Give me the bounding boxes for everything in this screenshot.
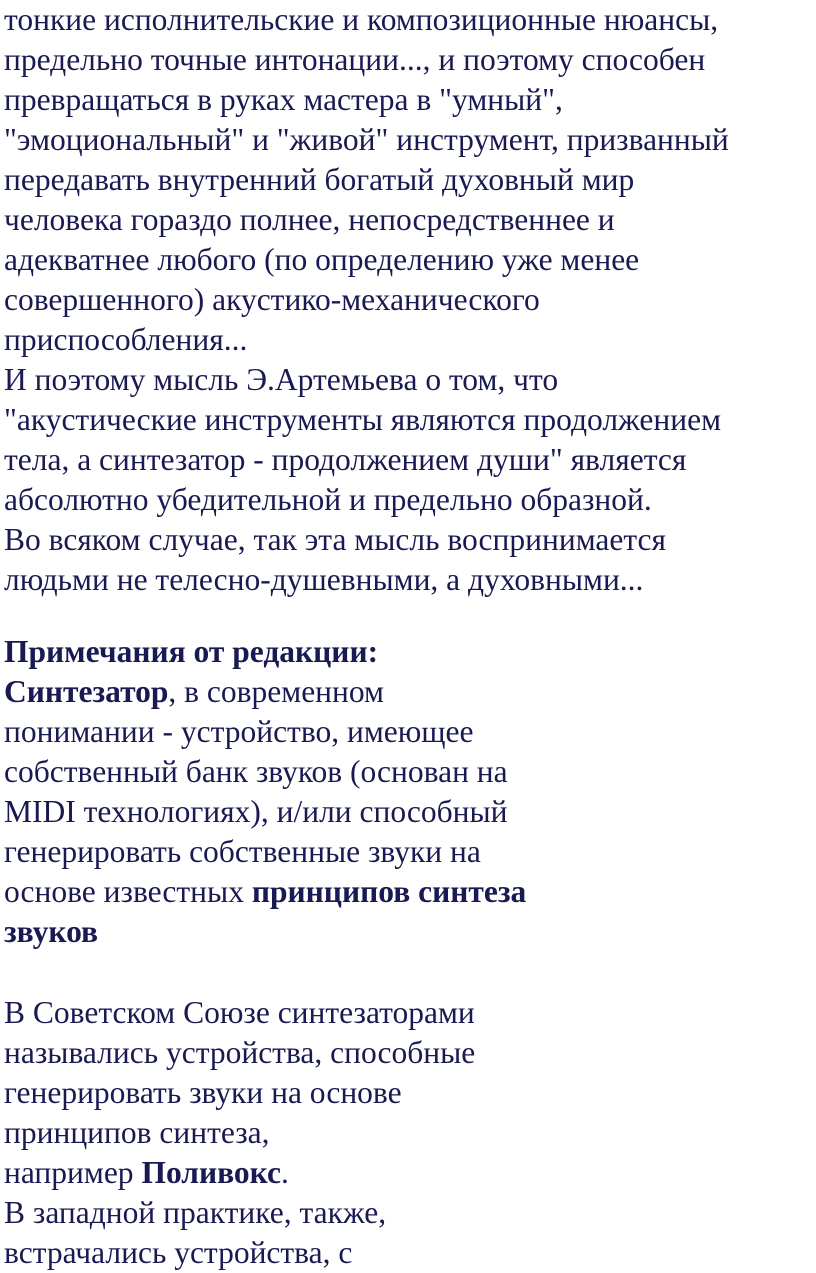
text-line: передавать внутренний богатый духовный мир xyxy=(4,162,635,197)
paragraph-spacer xyxy=(4,952,812,993)
synthesis-principles-term: принципов синтеза xyxy=(251,874,527,909)
text-line: тела, а синтезатор - продолжением души" является xyxy=(4,442,687,477)
text-line: людьми не телесно-душевными, а духовными... xyxy=(4,562,644,597)
section-spacer xyxy=(4,600,812,632)
term-line xyxy=(4,672,812,712)
definition-line: MIDI технологиях), и/или способный xyxy=(4,794,508,829)
main-paragraph xyxy=(4,0,812,600)
basis-prefix: основе известных xyxy=(4,874,252,909)
text-line: адекватнее любого (по определению уже менее xyxy=(4,242,640,277)
soviet-line: В Советском Союзе синтезаторами xyxy=(4,995,475,1030)
soviet-line: принципов синтеза, xyxy=(4,1115,270,1150)
sounds-term: звуков xyxy=(4,914,99,949)
polivoks-term: Поливокс xyxy=(141,1155,281,1190)
text-line: приспособления... xyxy=(4,322,248,357)
text-line: И поэтому мысль Э.Артемьева о том, что xyxy=(4,362,559,397)
example-line xyxy=(4,1153,812,1193)
definition-line: понимании - устройство, имеющее xyxy=(4,714,474,749)
editorial-notes xyxy=(4,632,812,1273)
text-line: Во всяком случае, так эта мысль воспринимается xyxy=(4,522,666,557)
document-page xyxy=(4,0,812,1273)
text-line: предельно точные интонации..., и поэтому способен xyxy=(4,42,706,77)
text-line: "акустические инструменты являются продолжением xyxy=(4,402,722,437)
example-prefix: например xyxy=(4,1155,142,1190)
basis-line xyxy=(4,872,812,912)
term-rest: , в современном xyxy=(168,674,384,709)
definition-line: генерировать собственные звуки на xyxy=(4,834,481,869)
soviet-line: назывались устройства, способные xyxy=(4,1035,476,1070)
example-suffix: . xyxy=(281,1155,289,1190)
text-line: "эмоциональный" и "живой" инструмент, призванный xyxy=(4,122,729,157)
text-line: человека гораздо полнее, непосредственнее и xyxy=(4,202,615,237)
notes-heading xyxy=(4,632,812,672)
text-line: тонкие исполнительские и композиционные нюансы, xyxy=(4,2,719,37)
basis-line-end xyxy=(4,912,812,952)
text-line: совершенного) акустико-механического xyxy=(4,282,540,317)
text-line: абсолютно убедительной и предельно образной. xyxy=(4,482,652,517)
soviet-line: генерировать звуки на основе xyxy=(4,1075,402,1110)
text-line: превращаться в руках мастера в "умный", xyxy=(4,82,563,117)
term-synthesizer: Синтезатор xyxy=(4,674,169,709)
definition-line: собственный банк звуков (основан на xyxy=(4,754,508,789)
west-line: В западной практике, также, xyxy=(4,1195,387,1230)
notes-heading-text: Примечания от редакции: xyxy=(4,634,379,669)
west-line: встрачались устройства, с xyxy=(4,1235,353,1270)
